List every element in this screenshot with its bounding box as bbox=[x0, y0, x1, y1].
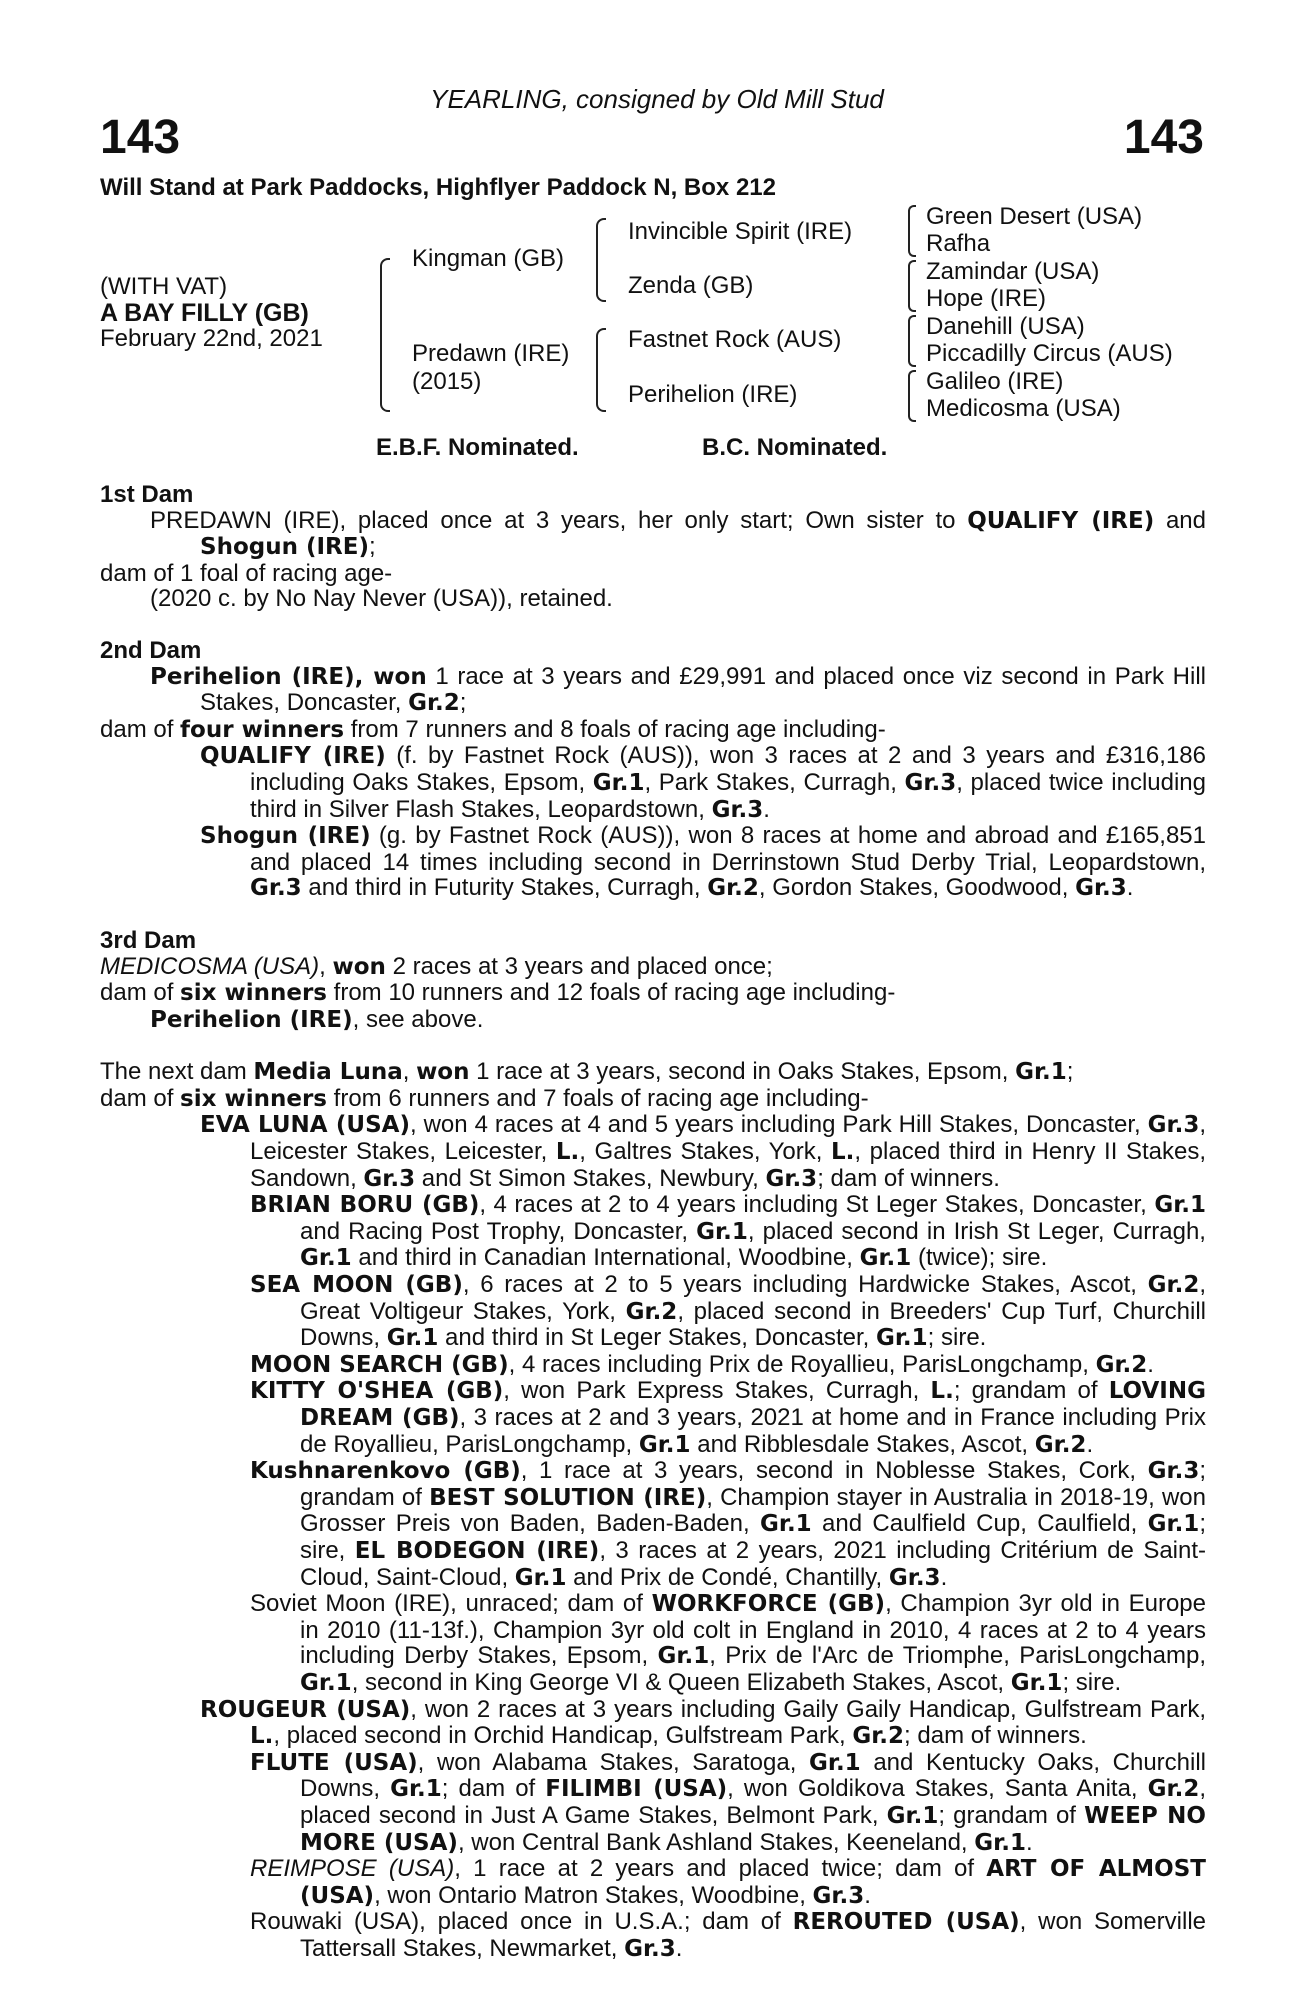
pedigree-brace-dam bbox=[596, 328, 606, 412]
lot-number-right: 143 bbox=[1123, 111, 1204, 164]
ebf-nomination: E.B.F. Nominated. bbox=[376, 434, 579, 461]
ped-ssd: Rafha bbox=[926, 230, 991, 257]
pedigree-brace-ss bbox=[908, 205, 916, 257]
next-dam-entry: The next dam Media Luna, won 1 race at 3 years, second in Oaks Stakes, Epsom, Gr.1; bbox=[100, 1058, 1074, 1086]
horse-name: A BAY FILLY (GB) bbox=[100, 299, 309, 327]
sire-dam: Zenda (GB) bbox=[628, 272, 754, 299]
produce-rouwaki: Rouwaki (USA), placed once in U.S.A.; dam of REROUTED (USA), won Somerville Tattersall Stakes, Newmarket, Gr.3. bbox=[250, 1908, 1206, 1962]
pedigree-brace-dd bbox=[908, 370, 916, 422]
dam-sire: Fastnet Rock (AUS) bbox=[628, 326, 842, 353]
pedigree-brace-ds bbox=[908, 315, 916, 367]
produce-kitty-oshea: KITTY O'SHEA (GB), won Park Express Stakes, Curragh, L.; grandam of LOVING DREAM (GB), 3 races at 2 and 3 years, 2021 at home and in France including Prix de Royallieu, ParisLongchamp, Gr.1 and Ribblesdale Stakes, Ascot, Gr.2. bbox=[250, 1377, 1206, 1458]
second-dam-heading: 2nd Dam bbox=[100, 636, 202, 664]
produce-soviet-moon: Soviet Moon (IRE), unraced; dam of WORKFORCE (GB), Champion 3yr old in Europe in 2010 (11-13f.), Champion 3yr old colt in England in 2010, 4 races at 2 to 4 years including Derby Stakes, Epsom, Gr.1, Prix de l'Arc de Triomphe, ParisLongchamp, Gr.1, second in King George VI & Queen Elizabeth Stakes, Ascot, Gr.1; sire. bbox=[250, 1590, 1207, 1696]
produce-rougeur: ROUGEUR (USA), won 2 races at 3 years including Gaily Gaily Handicap, Gulfstream Park, L., placed second in Orchid Handicap, Gulfstream Park, Gr.2; dam of winners. bbox=[200, 1695, 1206, 1750]
second-dam-produce-summary: dam of four winners from 7 runners and 8 foals of racing age including- bbox=[100, 715, 886, 743]
first-dam-produce: (2020 c. by No Nay Never (USA)), retained. bbox=[150, 585, 613, 613]
first-dam-foals: dam of 1 foal of racing age- bbox=[100, 559, 393, 587]
consignment-title: YEARLING, consigned by Old Mill Stud bbox=[430, 84, 884, 114]
produce-shogun: Shogun (IRE) (g. by Fastnet Rock (AUS)), won 8 races at home and abroad and £165,851 and placed 14 times including second in Derrinstown Stud Derby Trial, Leopardstown, Gr.3 and third in Futurity Stakes, Curragh, Gr.2, Gordon Stakes, Goodwood, Gr.3. bbox=[200, 822, 1206, 902]
ped-sss: Green Desert (USA) bbox=[926, 203, 1143, 230]
ped-dds: Galileo (IRE) bbox=[926, 368, 1064, 395]
lot-number-left: 143 bbox=[100, 111, 181, 164]
produce-brian-boru: BRIAN BORU (GB), 4 races at 2 to 4 years including St Leger Stakes, Doncaster, Gr.1 and Racing Post Trophy, Doncaster, Gr.1, placed second in Irish St Leger, Curragh, Gr.1 and third in Canadian International, Woodbine, Gr.1 (twice); sire. bbox=[250, 1191, 1206, 1272]
dam-name: Predawn (IRE) bbox=[412, 340, 570, 367]
ped-dss: Danehill (USA) bbox=[926, 313, 1085, 340]
produce-flute: FLUTE (USA), won Alabama Stakes, Saratoga, Gr.1 and Kentucky Oaks, Churchill Downs, Gr.1; dam of FILIMBI (USA), won Goldikova Stakes, Santa Anita, Gr.2, placed second in Just A Game Stakes, Belmont Park, Gr.1; grandam of WEEP NO MORE (USA), won Central Bank Ashland Stakes, Keeneland, Gr.1. bbox=[250, 1748, 1207, 1856]
catalogue-body bbox=[100, 482, 1206, 1962]
pedigree-brace-main bbox=[380, 258, 390, 412]
pedigree-brace-sd bbox=[908, 260, 916, 312]
produce-qualify: QUALIFY (IRE) (f. by Fastnet Rock (AUS)), won 3 races at 2 and 3 years and £316,186 including Oaks Stakes, Epsom, Gr.1, Park Stakes, Curragh, Gr.3, placed twice including third in Silver Flash Stakes, Leopardstown, Gr.3. bbox=[200, 742, 1206, 823]
ped-ddd: Medicosma (USA) bbox=[926, 395, 1121, 422]
third-dam-entry: MEDICOSMA (USA), won 2 races at 3 years and placed once; bbox=[100, 952, 773, 980]
dam-dam: Perihelion (IRE) bbox=[628, 381, 798, 408]
ped-sdd: Hope (IRE) bbox=[926, 285, 1047, 312]
third-dam-produce: Perihelion (IRE), see above. bbox=[150, 1005, 484, 1033]
ped-sds: Zamindar (USA) bbox=[926, 258, 1100, 285]
third-dam-heading: 3rd Dam bbox=[100, 926, 197, 954]
produce-kushnarenkovo: Kushnarenkovo (GB), 1 race at 3 years, second in Noblesse Stakes, Cork, Gr.3; grandam of BEST SOLUTION (IRE), Champion stayer in Australia in 2018-19, won Grosser Preis von Baden, Baden-Baden, Gr.1 and Caulfield Cup, Caulfield, Gr.1; sire, EL BODEGON (IRE), 3 races at 2 years, 2021 including Critérium de Saint-Cloud, Saint-Cloud, Gr.1 and Prix de Condé, Chantilly, Gr.3. bbox=[250, 1457, 1207, 1591]
produce-reimpose: REIMPOSE (USA), 1 race at 2 years and placed twice; dam of ART OF ALMOST (USA), won Ontario Matron Stakes, Woodbine, Gr.3. bbox=[250, 1855, 1206, 1909]
horse-dob: February 22nd, 2021 bbox=[100, 325, 323, 352]
produce-moon-search: MOON SEARCH (GB), 4 races including Prix de Royallieu, ParisLongchamp, Gr.2. bbox=[250, 1350, 1154, 1378]
third-dam-produce-summary: dam of six winners from 10 runners and 12 foals of racing age including- bbox=[100, 979, 896, 1007]
stand-location: Will Stand at Park Paddocks, Highflyer Paddock N, Box 212 bbox=[100, 174, 776, 201]
produce-sea-moon: SEA MOON (GB), 6 races at 2 to 5 years including Hardwicke Stakes, Ascot, Gr.2, Great Voltigeur Stakes, York, Gr.2, placed second in Breeders' Cup Turf, Churchill Downs, Gr.1 and third in St Leger Stakes, Doncaster, Gr.1; sire. bbox=[250, 1271, 1207, 1352]
first-dam-entry: PREDAWN (IRE), placed once at 3 years, her only start; Own sister to QUALIFY (IRE) and Shogun (IRE); bbox=[150, 506, 1206, 561]
dam-year: (2015) bbox=[412, 368, 482, 395]
produce-eva-luna: EVA LUNA (USA), won 4 races at 4 and 5 years including Park Hill Stakes, Doncaster, Gr.3, Leicester Stakes, Leicester, L., Galtres Stakes, York, L., placed third in Henry II Stakes, Sandown, Gr.3 and St Simon Stakes, Newbury, Gr.3; dam of winners. bbox=[200, 1111, 1206, 1192]
sire-sire: Invincible Spirit (IRE) bbox=[628, 218, 853, 245]
next-dam-produce-summary: dam of six winners from 6 runners and 7 foals of racing age including- bbox=[100, 1084, 869, 1112]
pedigree-brace-sire bbox=[596, 218, 606, 302]
bc-nomination: B.C. Nominated. bbox=[702, 434, 888, 461]
vat-label: (WITH VAT) bbox=[100, 273, 228, 300]
first-dam-heading: 1st Dam bbox=[100, 481, 194, 508]
second-dam-entry: Perihelion (IRE), won 1 race at 3 years and £29,991 and placed once viz second in Park Hill Stakes, Doncaster, Gr.2; bbox=[150, 662, 1206, 717]
sire-name: Kingman (GB) bbox=[412, 245, 565, 272]
ped-dsd: Piccadilly Circus (AUS) bbox=[926, 340, 1173, 367]
